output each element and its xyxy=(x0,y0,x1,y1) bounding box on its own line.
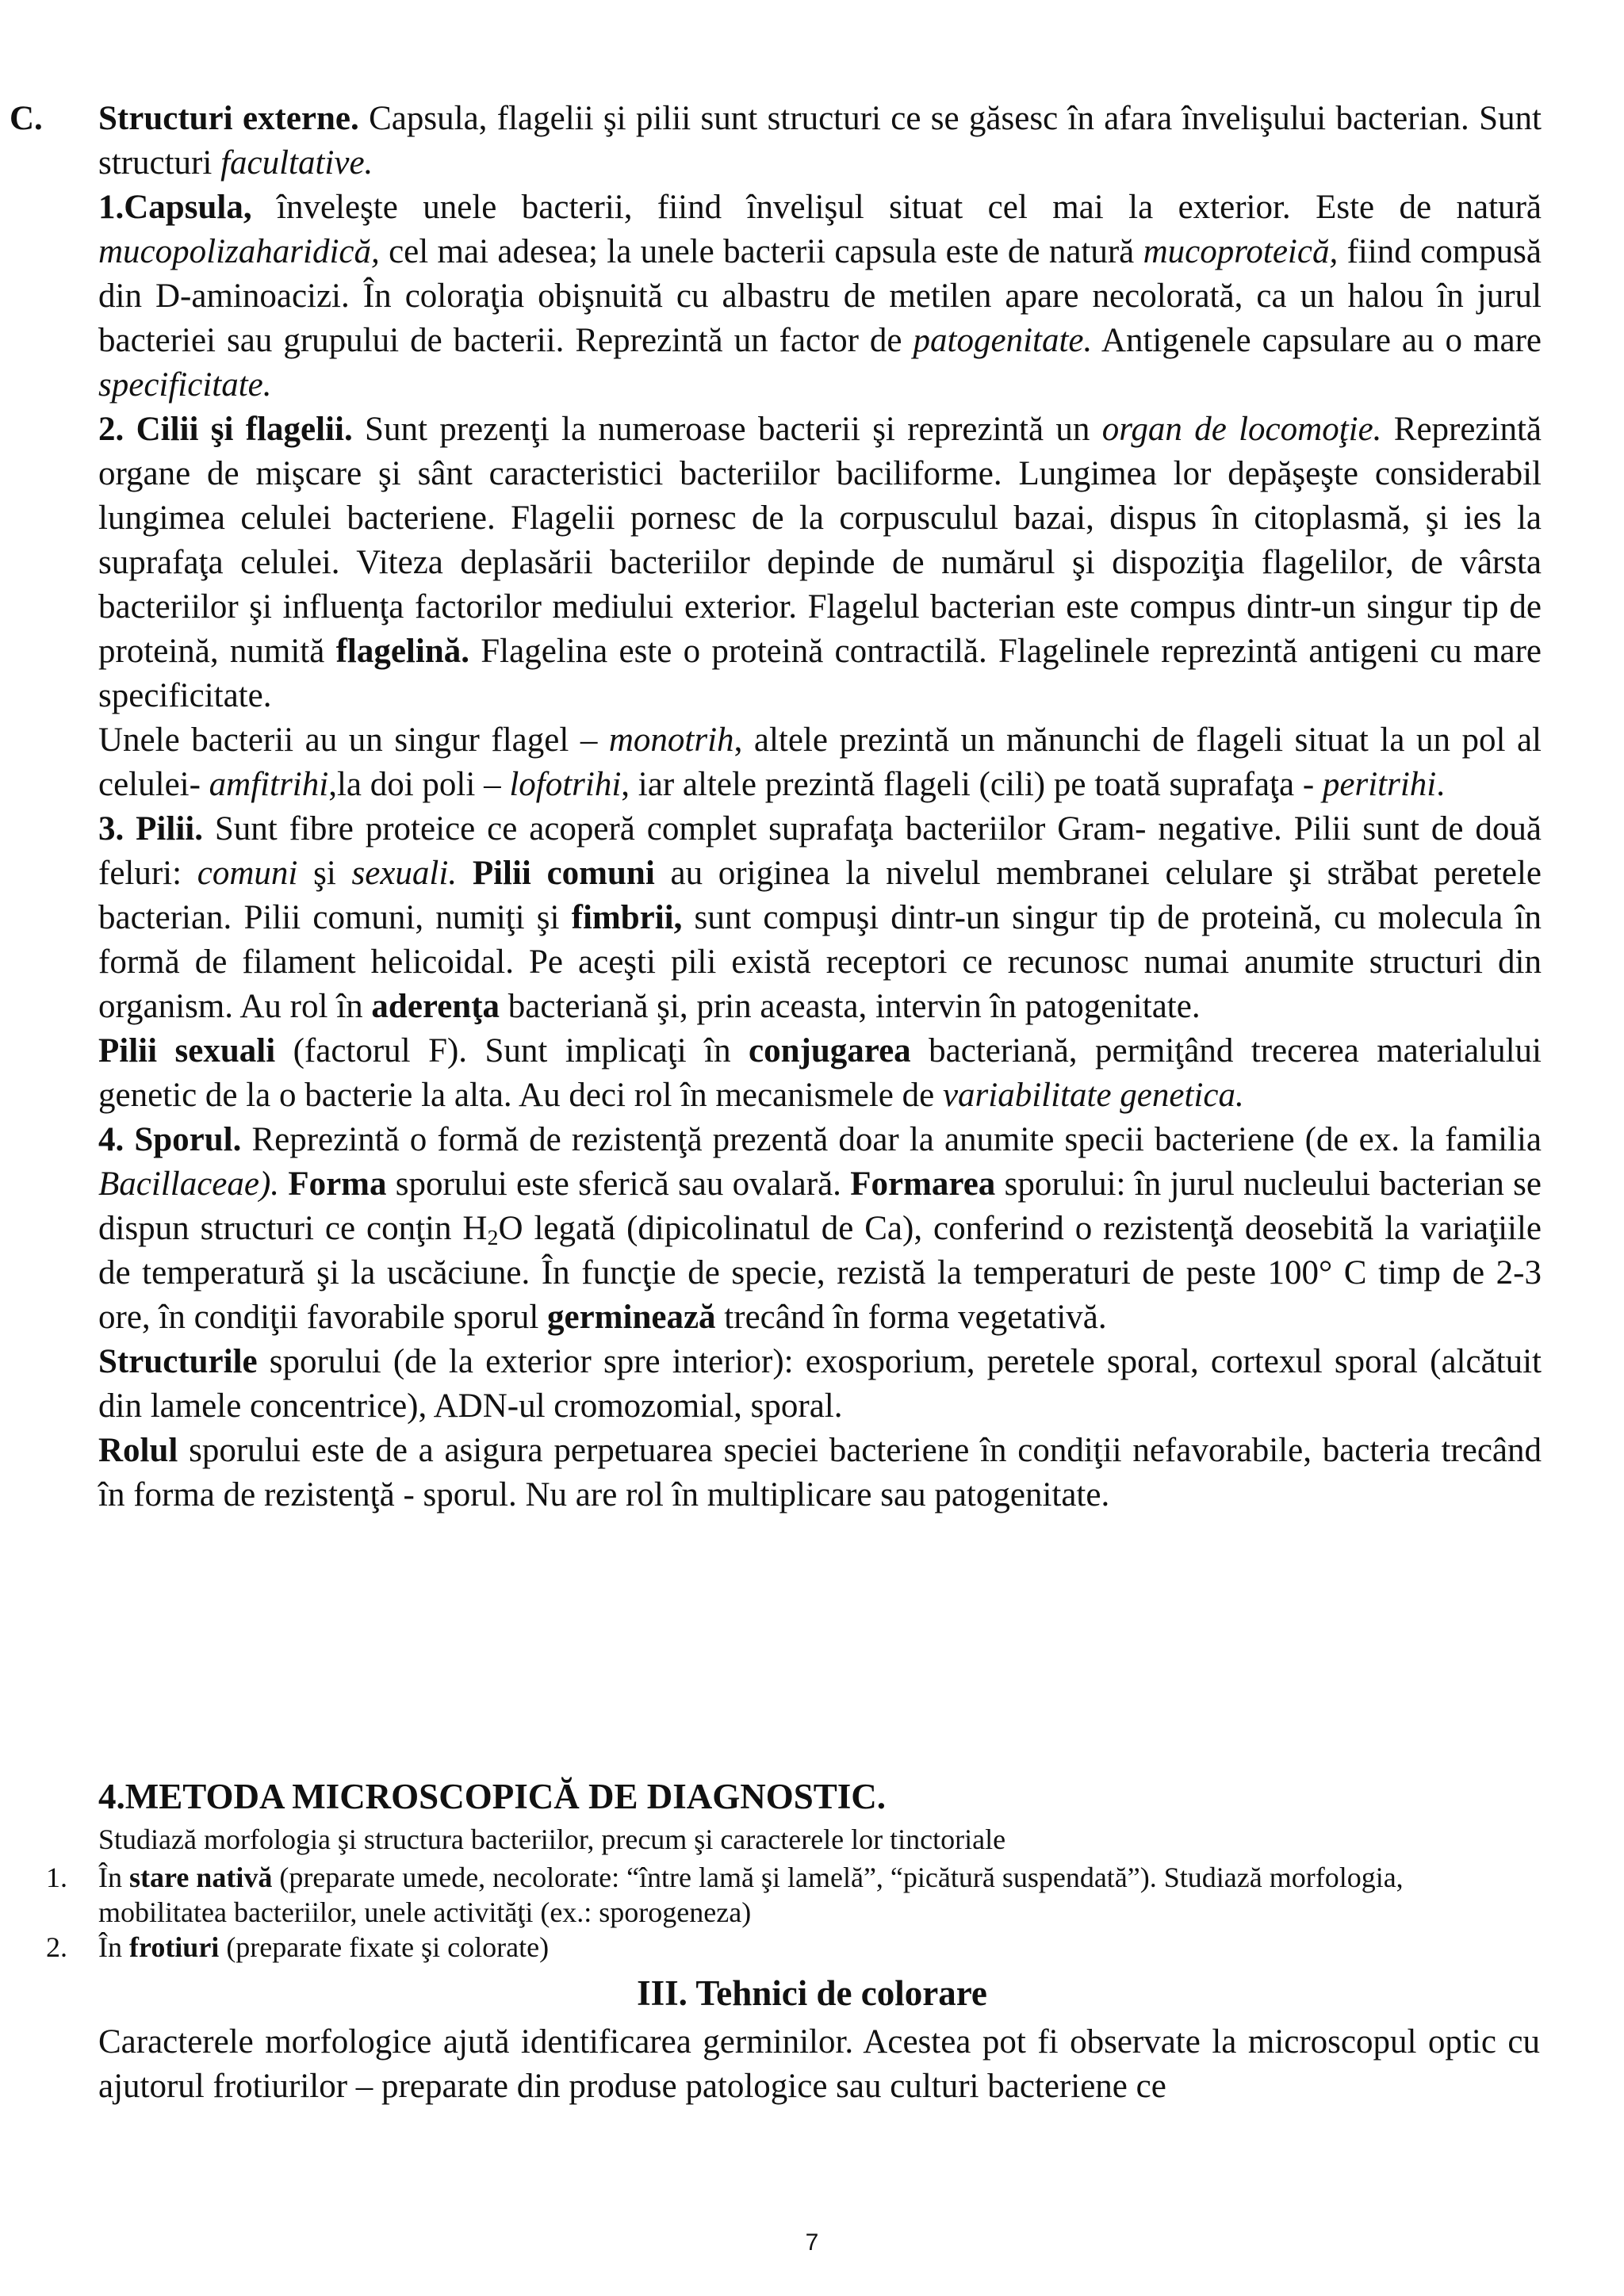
sporul-paragraph xyxy=(98,1118,1542,1340)
flagel-text-4: , iar altele prezintă flageli (cili) pe toată suprafaţa - xyxy=(621,766,1323,803)
main-body xyxy=(10,97,1542,1517)
cilii-italic-1: organ de locomoţie. xyxy=(1101,411,1382,448)
list-item-number: 1. xyxy=(46,1862,67,1893)
list-item-1-text-1: În xyxy=(98,1931,129,1963)
pilii-sexuali-bold-2: conjugarea xyxy=(749,1032,911,1070)
section-c-label: C. xyxy=(10,100,43,137)
sporul-text-6: trecând în forma vegetativă. xyxy=(715,1299,1107,1336)
capsula-italic-4: specificitate. xyxy=(98,366,272,404)
cilii-paragraph xyxy=(98,408,1542,718)
pilii-sexuali-text-2: bacteriană, permiţând trecerea materialului genetic de la o bacterie la alta. Au deci rol în mecanismele de xyxy=(98,1032,1542,1114)
list-item-0-text-1: În xyxy=(98,1862,129,1893)
rolul-bold: Rolul xyxy=(98,1432,178,1469)
sporul-bold-3: germinează xyxy=(547,1299,716,1336)
capsula-text-4: Antigenele capsulare au o mare xyxy=(1092,322,1542,359)
list-item-0-text-2: (preparate umede, necolorate: “între lamă şi lamelă”, “picătură suspendată”). Studiază morfologia, mobilitatea bacteriilor, unele activităţi (ex.: sporogeneza) xyxy=(98,1862,1404,1928)
capsula-title: 1.Capsula, xyxy=(98,189,252,226)
page-number: 7 xyxy=(805,2229,819,2256)
sporul-bold-2: Formarea xyxy=(850,1165,996,1203)
sporul-title: 4. Sporul. xyxy=(98,1121,242,1158)
tehnici-paragraph: Caracterele morfologice ajută identificarea germinilor. Acestea pot fi observate la microscopul optic cu ajutorul frotiurilor – preparate din produse patologice sau culturi bacteriene ce xyxy=(98,2023,1540,2105)
capsula-italic-2: mucoproteică, xyxy=(1143,233,1339,270)
pilii-bold-1: Pilii comuni xyxy=(472,855,655,892)
list-item-1-bold: frotiuri xyxy=(129,1931,220,1963)
cilii-title: 2. Cilii şi flagelii. xyxy=(98,411,353,448)
cilii-text-2: Reprezintă organe de mişcare şi sânt caracteristici bacteriilor baciliforme. Lungimea lor depăşeşte considerabil lungimea celulei bacteriene. Flagelii pornesc de la corpusculul bazai, dispus în citoplasmă, şi ies la suprafaţa celulei. Viteza deplasării bacteriilor depinde de numărul şi dispoziţia flagelilor, de vârsta bacteriilor şi influenţa factorilor mediului exterior. Flagelul bacterian este compus dintr-un singur tip de proteină, numită xyxy=(98,411,1542,670)
sporul-text-5: O legată (dipicolinatul de Ca), conferind o rezistenţă deosebită la variaţiile de temperatură şi la uscăciune. În funcţie de specie, rezistă la temperaturi de peste 100° C timp de 2-3 ore, în condiţii favorabile sporul xyxy=(98,1210,1542,1336)
pilii-text-1: Sunt fibre proteice ce acoperă complet suprafaţa bacteriilor Gram- negative. Pilii sunt de două feluri: xyxy=(98,810,1542,892)
structurile-paragraph xyxy=(98,1340,1542,1429)
cilii-text-3: Flagelina este o proteină contractilă. Flagelinele reprezintă antigeni cu mare specificitate. xyxy=(98,633,1542,714)
metoda-list xyxy=(46,1860,1537,1965)
flagel-italic-4: peritrihi xyxy=(1322,766,1437,803)
pilii-title: 3. Pilii. xyxy=(98,810,203,848)
structurile-bold: Structurile xyxy=(98,1343,258,1380)
pilii-paragraph xyxy=(98,807,1542,1029)
sporul-bold-1: Forma xyxy=(288,1165,387,1203)
list-item-1-text-2: (preparate fixate şi colorate) xyxy=(219,1931,550,1963)
cilii-bold-1: flagelină. xyxy=(335,633,469,670)
list-item-text xyxy=(98,1860,1537,1930)
pilii-text-6: bacteriană şi, prin aceasta, intervin în patogenitate. xyxy=(500,988,1201,1025)
sporul-text-1: Reprezintă o formă de rezistenţă prezentă doar la anumite specii bacteriene (de ex. la familia xyxy=(241,1121,1542,1158)
metoda-intro: Studiază morfologia şi structura bacteriilor, precum şi caracterele lor tinctoriale xyxy=(98,1823,1006,1855)
sporul-text-2 xyxy=(279,1165,288,1203)
sporul-italic-1: Bacillaceae). xyxy=(98,1165,280,1203)
list-item xyxy=(46,1930,1537,1965)
pilii-text-5: sunt compuşi dintr-un singur tip de proteină, cu molecula în formă de filament helicoidal. Pe aceşti pili există receptori ce recunosc numai anumite structuri din organism. Au rol în xyxy=(98,899,1542,1025)
pilii-bold-3: aderenţa xyxy=(371,988,500,1025)
pilii-text-3 xyxy=(457,855,473,892)
pilii-sexuali-italic-1: variabilitate genetica. xyxy=(942,1077,1244,1114)
section-c-intro: Capsula, flagelii şi pilii sunt structuri ce se găsesc în afara învelişului bacterian. Sunt structuri xyxy=(98,100,1542,182)
list-item xyxy=(46,1860,1537,1930)
pilii-text-4: au originea la nivelul membranei celulare şi străbat peretele bacterian. Pilii comuni, numiţi şi xyxy=(98,855,1542,936)
capsula-italic-3: patogenitate. xyxy=(913,322,1093,359)
flagel-italic-2: amfitrihi xyxy=(209,766,329,803)
flagel-italic-3: lofotrihi xyxy=(509,766,622,803)
capsula-text-2: cel mai adesea; la unele bacterii capsula este de natură xyxy=(379,233,1143,270)
sporul-text-3: sporului este sferică sau ovalară. xyxy=(386,1165,851,1203)
pilii-sexuali-text-1: (factorul F). Sunt implicaţi în xyxy=(275,1032,749,1070)
sporul-subscript: 2 xyxy=(487,1225,499,1250)
cilii-text-1: Sunt prezenţi la numeroase bacterii şi reprezintă un xyxy=(352,411,1102,448)
pilii-italic-1: comuni xyxy=(197,855,298,892)
section-c-content xyxy=(54,186,1542,1517)
flagel-italic-1: monotrih xyxy=(608,721,734,759)
pilii-sexuali-bold-1: Pilii sexuali xyxy=(98,1032,276,1070)
list-item-number: 2. xyxy=(46,1931,67,1963)
pilii-text-2: şi xyxy=(297,855,352,892)
list-item-text xyxy=(98,1930,1537,1965)
pilii-italic-2: sexuali. xyxy=(351,855,458,892)
rolul-paragraph xyxy=(98,1429,1542,1517)
flagel-text-2: , altele prezintă un mănunchi de flageli situat la un pol al celulei- xyxy=(98,721,1542,803)
section-c-intro-italic: facultative. xyxy=(220,144,373,182)
capsula-text-1: înveleşte unele bacterii, fiind învelişul situat cel mai la exterior. Este de natură xyxy=(251,189,1542,226)
rolul-text: sporului este de a asigura perpetuarea speciei bacteriene în condiţii nefavorabile, bacteria trecând în forma de rezistenţă - sporul. Nu are rol în multiplicare sau patogenitate. xyxy=(98,1432,1542,1513)
capsula-italic-1: mucopolizaharidică, xyxy=(98,233,380,270)
flagel-text-1: Unele bacterii au un singur flagel – xyxy=(98,721,609,759)
structurile-text: sporului (de la exterior spre interior): exosporium, peretele sporal, cortexul sporal (alcătuit din lamele concentrice), ADN-ul cromozomial, sporal. xyxy=(98,1343,1542,1425)
list-item-0-bold: stare nativă xyxy=(129,1862,273,1893)
sporul-text-4: sporului: în jurul nucleului bacterian se dispun structuri ce conţin H xyxy=(98,1165,1542,1247)
section-c-paragraph xyxy=(10,97,1542,186)
capsula-paragraph xyxy=(98,186,1542,408)
section-c-title: Structuri externe. xyxy=(98,100,359,137)
pilii-sexuali-paragraph xyxy=(98,1029,1542,1118)
capsula-text-3: fiind compusă din D-aminoacizi. În coloraţia obişnuită cu albastru de metilen apare necolorată, ca un halou în jurul bacteriei sau grupului de bacterii. Reprezintă un factor de xyxy=(98,233,1542,359)
metoda-heading: 4.METODA MICROSCOPICĂ DE DIAGNOSTIC. xyxy=(98,1777,887,1816)
flagel-text-3: ,la doi poli – xyxy=(328,766,510,803)
pilii-bold-2: fimbrii, xyxy=(571,899,683,936)
tehnici-heading: III. Tehnici de colorare xyxy=(637,1973,987,2013)
flagel-types-paragraph xyxy=(98,718,1542,807)
flagel-text-5: . xyxy=(1436,766,1445,803)
